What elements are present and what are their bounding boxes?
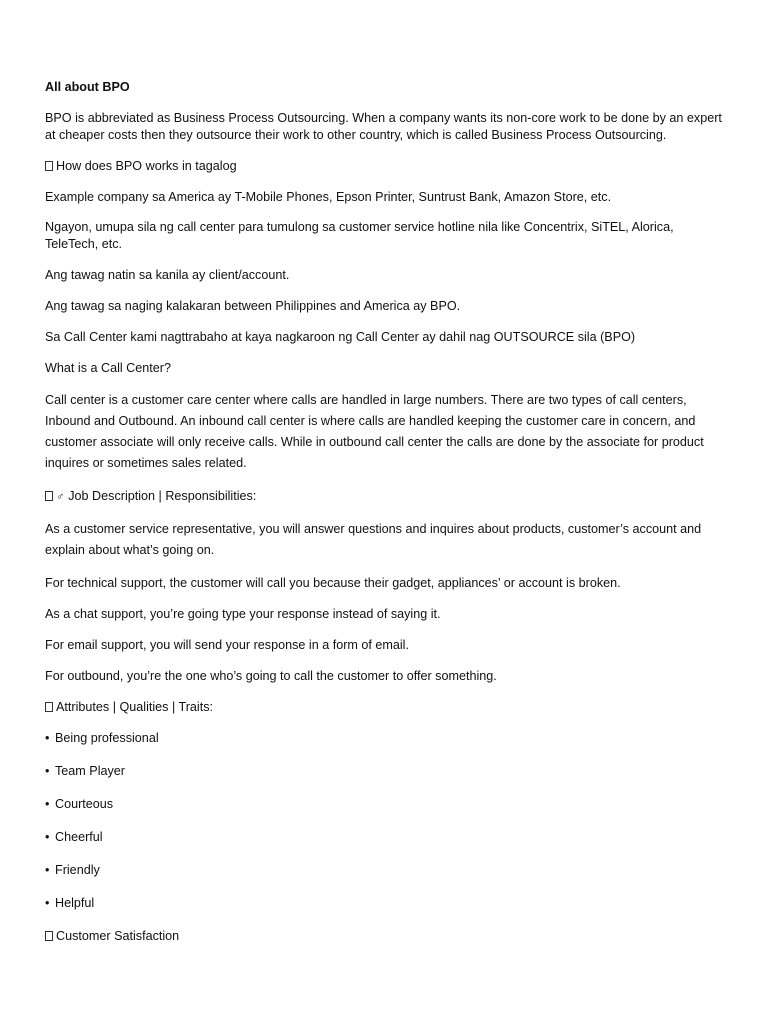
- ngayon-paragraph: Ngayon, umupa sila ng call center para tumulong sa customer service hotline nila like Concentrix, SiTEL, Alorica, TeleTech, etc.: [45, 220, 674, 251]
- list-item-text: Team Player: [55, 764, 125, 778]
- attributes-heading-text: Attributes | Qualities | Traits:: [56, 700, 214, 714]
- attributes-list: [45, 729, 730, 912]
- missing-glyph-icon: [45, 702, 53, 712]
- bullet-icon: •: [45, 863, 50, 877]
- bullet-icon: •: [45, 764, 50, 778]
- list-item: [45, 828, 730, 846]
- list-item-text: Helpful: [55, 896, 95, 910]
- outsource-paragraph: Sa Call Center kami nagttrabaho at kaya nagkaroon ng Call Center ay dahil nag OUTSOURCE sila (BPO): [45, 330, 636, 344]
- chat-support-paragraph: As a chat support, you’re going type your response instead of saying it.: [45, 607, 441, 621]
- document-body: [45, 78, 730, 958]
- how-bpo-heading: [45, 157, 730, 175]
- tech-support-paragraph: For technical support, the customer will call you because their gadget, appliances’ or account is broken.: [45, 576, 621, 590]
- client-paragraph: Ang tawag natin sa kanila ay client/account.: [45, 268, 290, 282]
- intro-paragraph: BPO is abbreviated as Business Process Outsourcing. When a company wants its non-core work to be done by an expert at cheaper costs then they outsource their work to other country, which is called Business Process Outsourcing.: [45, 111, 722, 142]
- kalakaran-paragraph: Ang tawag sa naging kalakaran between Philippines and America ay BPO.: [45, 299, 461, 313]
- what-call-center-heading: What is a Call Center?: [45, 361, 171, 375]
- list-item-text: Cheerful: [55, 830, 103, 844]
- list-item-text: Friendly: [55, 863, 100, 877]
- call-center-description: Call center is a customer care center where calls are handled in large numbers. There are two types of call centers, Inbound and Outbound. An inbound call center is where calls are handled keeping the customer care in concern, and customer associate will only receive calls. While in outbound call center the calls are done by the associate for product inquires or sometimes sales related.: [45, 393, 704, 470]
- job-description-heading-text: Job Description | Responsibilities:: [68, 489, 257, 503]
- list-item-text: Being professional: [55, 731, 159, 745]
- list-item: [45, 861, 730, 879]
- male-sign-icon: ♂: [56, 491, 65, 503]
- list-item: [45, 894, 730, 912]
- list-item-text: Courteous: [55, 797, 114, 811]
- missing-glyph-icon: [45, 491, 53, 501]
- attributes-heading: [45, 698, 730, 716]
- bullet-icon: •: [45, 797, 50, 811]
- example-paragraph: Example company sa America ay T-Mobile Phones, Epson Printer, Suntrust Bank, Amazon Store, etc.: [45, 190, 612, 204]
- missing-glyph-icon: [45, 931, 53, 941]
- bullet-icon: •: [45, 896, 50, 910]
- list-item: [45, 762, 730, 780]
- email-support-paragraph: For email support, you will send your response in a form of email.: [45, 638, 409, 652]
- bullet-icon: •: [45, 731, 50, 745]
- customer-satisfaction-heading: [45, 927, 730, 945]
- outbound-paragraph: For outbound, you’re the one who’s going to call the customer to offer something.: [45, 669, 497, 683]
- job-description-heading: [45, 487, 730, 506]
- list-item: [45, 795, 730, 813]
- bullet-icon: •: [45, 830, 50, 844]
- how-bpo-heading-text: How does BPO works in tagalog: [56, 159, 237, 173]
- document-title: All about BPO: [45, 80, 130, 94]
- csr-paragraph: As a customer service representative, you will answer questions and inquires about products, customer’s account and explain about what’s going on.: [45, 522, 702, 557]
- list-item: [45, 729, 730, 747]
- customer-satisfaction-heading-text: Customer Satisfaction: [56, 929, 180, 943]
- missing-glyph-icon: [45, 161, 53, 171]
